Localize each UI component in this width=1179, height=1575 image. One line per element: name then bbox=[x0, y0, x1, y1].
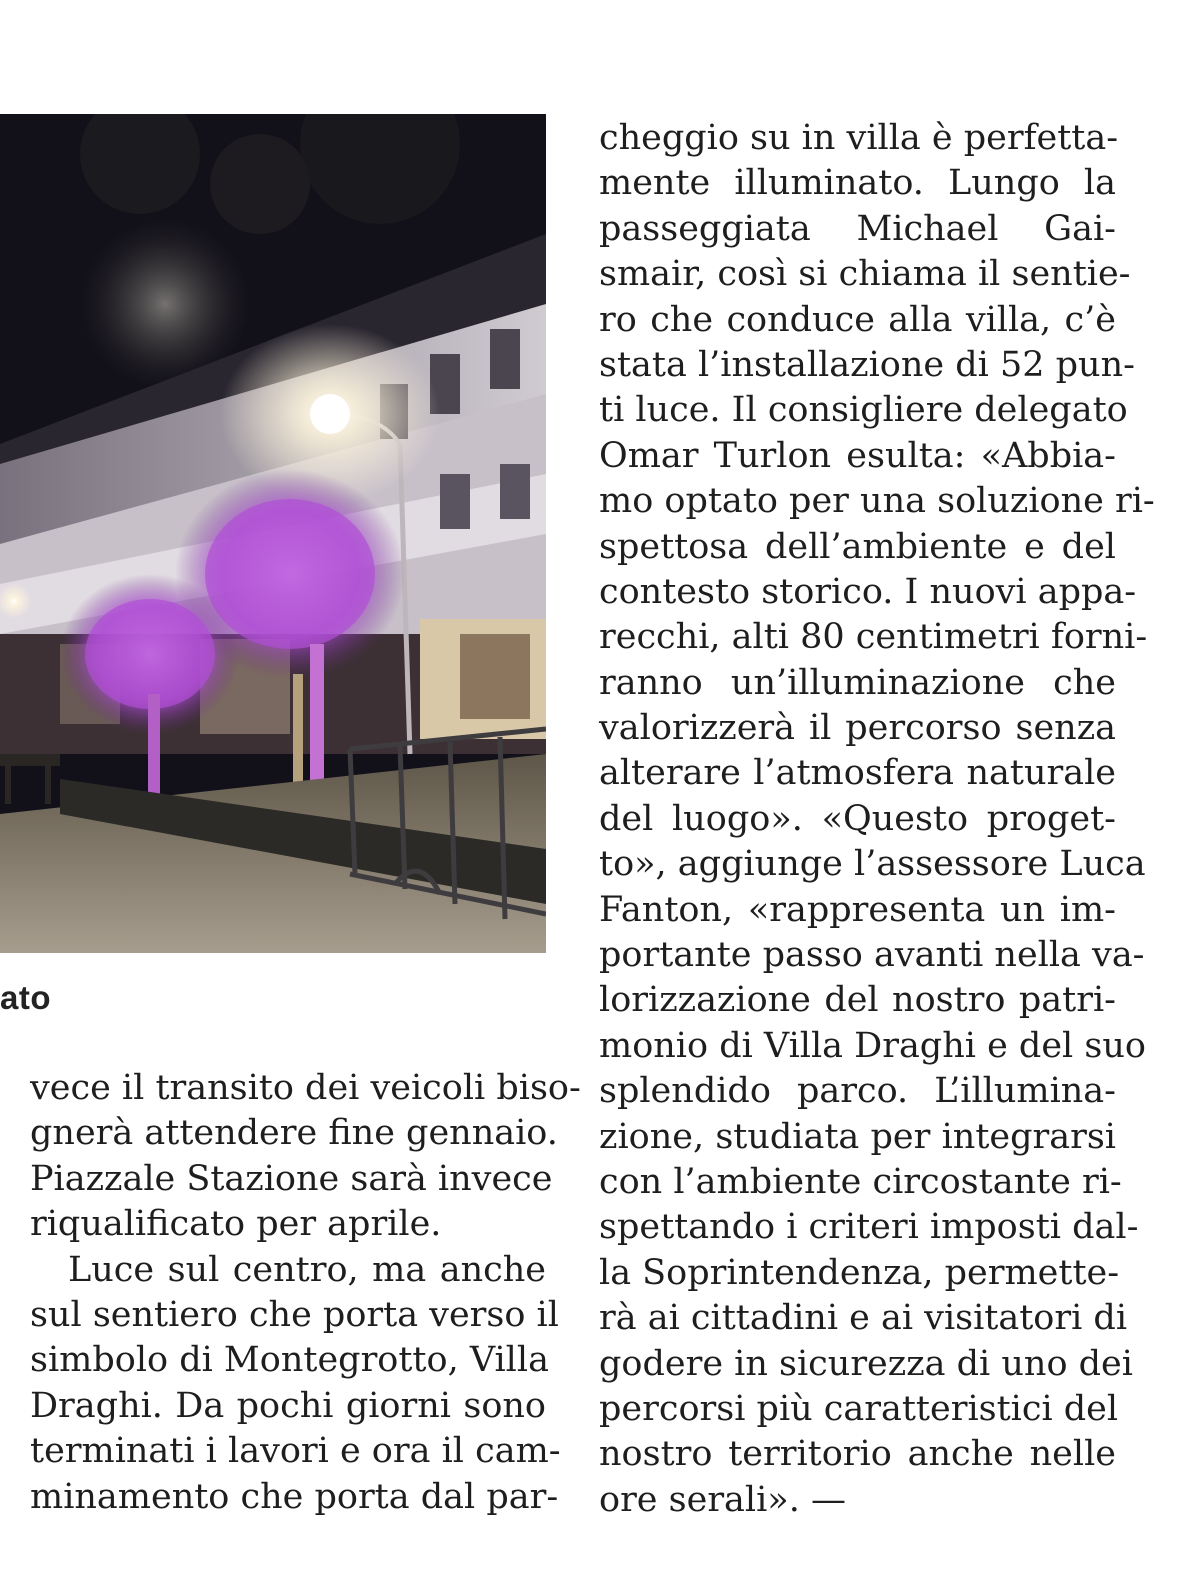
text-line: portante passo avanti nella va- bbox=[599, 935, 1145, 976]
text-line: recchi, alti 80 centimetri forni- bbox=[599, 617, 1148, 658]
text-line: rà ai cittadini e ai visitatori di bbox=[599, 1298, 1128, 1339]
text-line: vece il transito dei veicoli biso- bbox=[30, 1068, 581, 1108]
article-photo bbox=[0, 114, 546, 953]
article-column-right bbox=[599, 116, 1155, 1523]
text-line: cheggio su in villa è perfetta- bbox=[599, 118, 1119, 158]
text-line: sul sentiero che porta verso il bbox=[30, 1294, 559, 1335]
text-line: mente illuminato. Lungo la bbox=[599, 163, 1116, 204]
text-line: simbolo di Montegrotto, Villa bbox=[30, 1340, 549, 1381]
text-line: to», aggiunge l’assessore Luca bbox=[599, 844, 1146, 885]
text-line: ti luce. Il consigliere delegato bbox=[599, 390, 1128, 431]
text-line: godere in sicurezza di uno dei bbox=[599, 1343, 1133, 1384]
text-line: Omar Turlon esulta: «Abbia- bbox=[599, 435, 1116, 476]
text-line: spettosa dell’ambiente e del bbox=[599, 526, 1116, 567]
text-line: terminati i lavori e ora il cam- bbox=[30, 1431, 561, 1472]
text-line: passeggiata Michael Gai- bbox=[599, 208, 1116, 249]
text-line: alterare l’atmosfera naturale bbox=[599, 753, 1116, 794]
text-line: riqualificato per aprile. bbox=[30, 1204, 442, 1245]
text-line: percorsi più caratteristici del bbox=[599, 1388, 1119, 1429]
text-line: gnerà attendere fine gennaio. bbox=[30, 1113, 558, 1154]
text-line: spettando i criteri imposti dal- bbox=[599, 1207, 1139, 1248]
text-line: ro che conduce alla villa, c’è bbox=[599, 299, 1116, 340]
text-line: monio di Villa Draghi e del suo bbox=[599, 1025, 1146, 1066]
text-line: stata l’installazione di 52 pun- bbox=[599, 344, 1135, 385]
text-line: Fanton, «rappresenta un im- bbox=[599, 889, 1116, 930]
text-line: con l’ambiente circostante ri- bbox=[599, 1161, 1122, 1202]
article-column-left bbox=[30, 1066, 581, 1520]
text-line: contesto storico. I nuovi appa- bbox=[599, 571, 1137, 612]
text-line: Draghi. Da pochi giorni sono bbox=[30, 1385, 546, 1426]
text-line: smair, così si chiama il sentie- bbox=[599, 254, 1131, 295]
photo-illustration bbox=[0, 114, 546, 953]
text-line: ore serali». — bbox=[599, 1479, 846, 1520]
text-line: Luce sul centro, ma anche bbox=[68, 1249, 546, 1290]
text-line: valorizzerà il percorso senza bbox=[599, 708, 1116, 749]
text-line: mo optato per una soluzione ri- bbox=[599, 481, 1155, 522]
text-line: minamento che porta dal par- bbox=[30, 1476, 559, 1517]
photo-caption: ato bbox=[0, 979, 51, 1016]
text-line: splendido parco. L’illumina- bbox=[599, 1071, 1116, 1112]
text-line: Piazzale Stazione sarà invece bbox=[30, 1158, 553, 1199]
text-line: ranno un’illuminazione che bbox=[599, 662, 1116, 703]
text-line: del luogo». «Questo proget- bbox=[599, 798, 1116, 839]
text-line: zione, studiata per integrarsi bbox=[599, 1116, 1116, 1157]
text-line: lorizzazione del nostro patri- bbox=[599, 980, 1116, 1021]
text-line: nostro territorio anche nelle bbox=[599, 1434, 1116, 1475]
text-line: la Soprintendenza, permette- bbox=[599, 1252, 1120, 1293]
